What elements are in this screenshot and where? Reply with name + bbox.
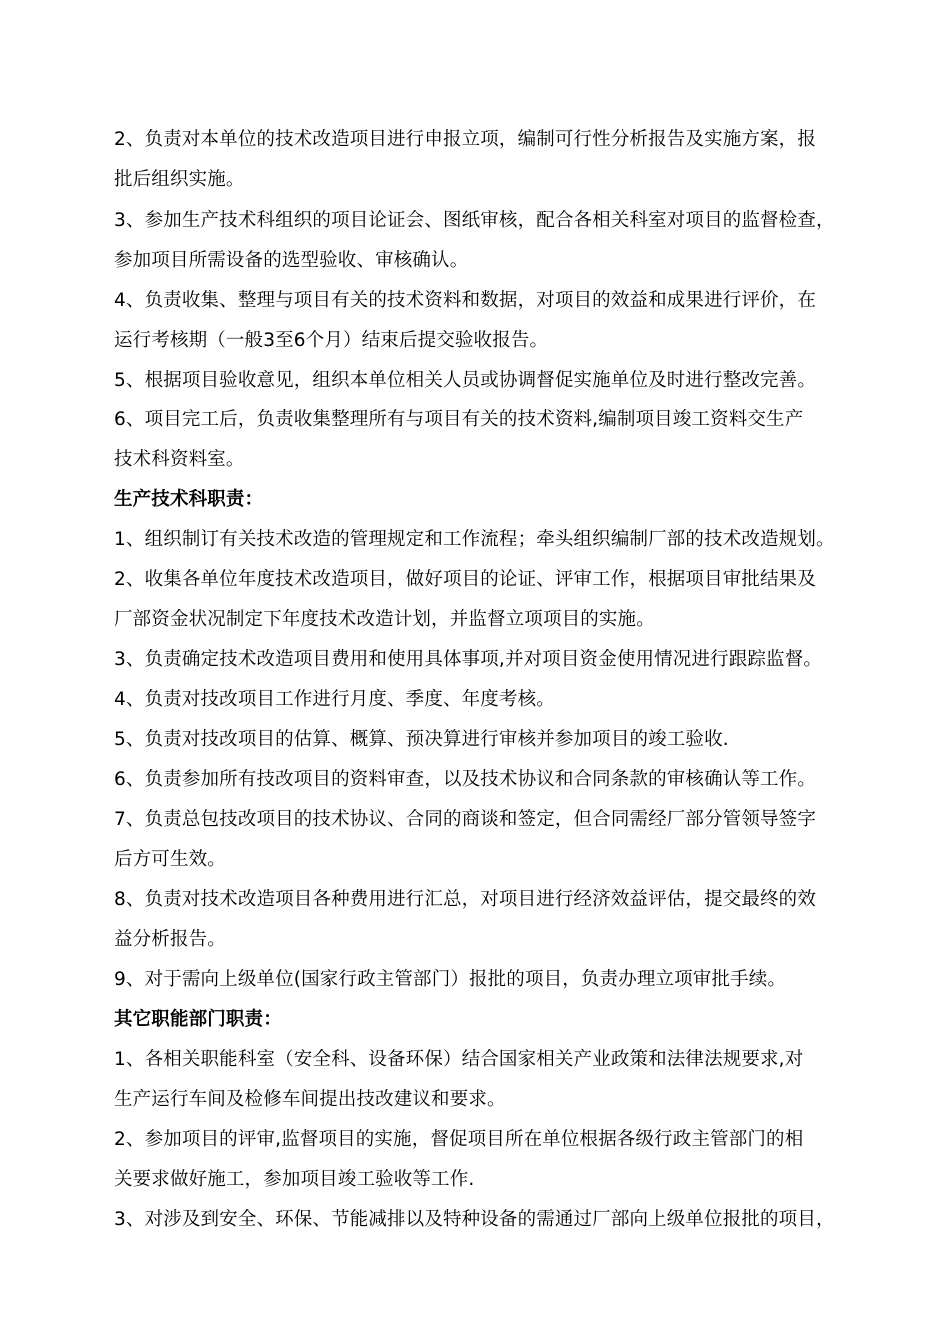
- paragraph-line: 3、负责确定技术改造项目费用和使用具体事项,并对项目资金使用情况进行跟踪监督。: [114, 649, 823, 670]
- paragraph-line: 5、负责对技改项目的估算、概算、预决算进行审核并参加项目的竣工验收.: [114, 729, 729, 750]
- paragraph-line: 厂部资金状况制定下年度技术改造计划，并监督立项项目的实施。: [114, 609, 655, 630]
- paragraph-line: 生产运行车间及检修车间提出技改建议和要求。: [114, 1089, 506, 1110]
- paragraph-line: 3、对涉及到安全、环保、节能减排以及特种设备的需通过厂部向上级单位报批的项目，: [114, 1209, 835, 1230]
- paragraph-line: 6、项目完工后，负责收集整理所有与项目有关的技术资料,编制项目竣工资料交生产: [114, 409, 804, 430]
- paragraph-line: 批后组织实施。: [114, 169, 245, 190]
- paragraph-line: 9、对于需向上级单位(国家行政主管部门）报批的项目，负责办理立项审批手续。: [114, 969, 787, 990]
- paragraph-line: 1、组织制订有关技术改造的管理规定和工作流程；牵头组织编制厂部的技术改造规划。: [114, 529, 835, 550]
- paragraph-line: 7、负责总包技改项目的技术协议、合同的商谈和签定，但合同需经厂部分管领导签字: [114, 809, 816, 830]
- paragraph-line: 2、负责对本单位的技术改造项目进行申报立项，编制可行性分析报告及实施方案，报: [114, 129, 816, 150]
- section-heading: 生产技术科职责：: [114, 489, 264, 510]
- paragraph-line: 参加项目所需设备的选型验收、审核确认。: [114, 250, 469, 271]
- paragraph-line: 3、参加生产技术科组织的项目论证会、图纸审核，配合各相关科室对项目的监督检查，: [114, 210, 835, 231]
- paragraph-line: 1、各相关职能科室（安全科、设备环保）结合国家相关产业政策和法律法规要求,对: [114, 1049, 804, 1070]
- paragraph-line: 关要求做好施工，参加项目竣工验收等工作.: [114, 1169, 475, 1190]
- paragraph-line: 4、负责收集、整理与项目有关的技术资料和数据，对项目的效益和成果进行评价，在: [114, 290, 816, 311]
- paragraph-line: 5、根据项目验收意见，组织本单位相关人员或协调督促实施单位及时进行整改完善。: [114, 370, 816, 391]
- paragraph-line: 运行考核期（一般3至6个月）结束后提交验收报告。: [114, 330, 549, 351]
- paragraph-line: 2、参加项目的评审,监督项目的实施，督促项目所在单位根据各级行政主管部门的相: [114, 1129, 804, 1150]
- paragraph-line: 技术科资料室。: [114, 449, 245, 470]
- section-heading: 其它职能部门职责：: [114, 1009, 282, 1030]
- paragraph-line: 6、负责参加所有技改项目的资料审查，以及技术协议和合同条款的审核确认等工作。: [114, 769, 816, 790]
- paragraph-line: 8、负责对技术改造项目各种费用进行汇总，对项目进行经济效益评估，提交最终的效: [114, 889, 816, 910]
- paragraph-line: 益分析报告。: [114, 929, 226, 950]
- paragraph-line: 后方可生效。: [114, 849, 226, 870]
- paragraph-line: 4、负责对技改项目工作进行月度、季度、年度考核。: [114, 689, 555, 710]
- paragraph-line: 2、收集各单位年度技术改造项目，做好项目的论证、评审工作，根据项目审批结果及: [114, 569, 816, 590]
